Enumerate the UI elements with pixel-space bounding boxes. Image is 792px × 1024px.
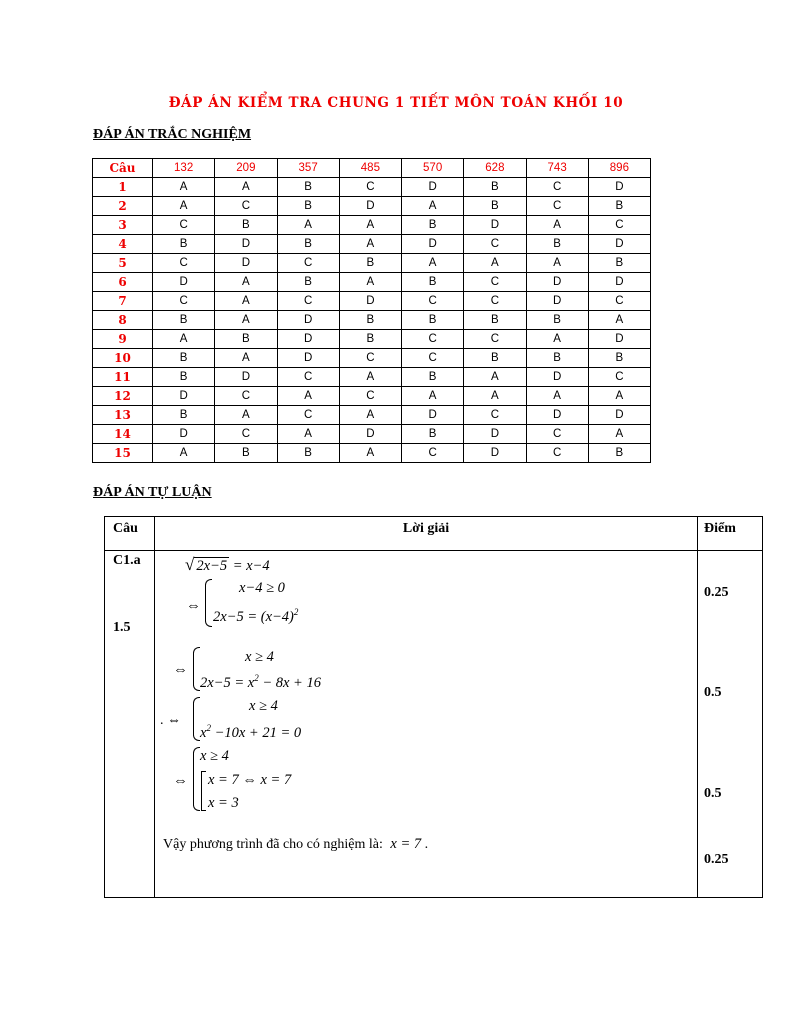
answer-cell: A <box>339 406 401 425</box>
equation-line: x ≥ 4 <box>245 649 274 665</box>
answer-cell: C <box>526 178 588 197</box>
mc-row <box>93 178 651 197</box>
question-number: 8 <box>93 311 153 330</box>
answer-cell: D <box>464 216 526 235</box>
solution-steps <box>155 551 697 897</box>
exam-code-header: 743 <box>526 159 588 178</box>
answer-cell: D <box>464 444 526 463</box>
answer-cell: A <box>526 387 588 406</box>
answer-cell: B <box>215 330 277 349</box>
answer-cell: B <box>339 330 401 349</box>
answer-cell: B <box>215 444 277 463</box>
answer-cell: A <box>526 216 588 235</box>
answer-cell: D <box>215 368 277 387</box>
solution-cell <box>155 551 698 898</box>
conclusion-line: Vậy phương trình đã cho có nghiệm là: x = 7 . <box>163 836 429 852</box>
answer-cell: A <box>588 425 650 444</box>
answer-cell: C <box>464 273 526 292</box>
answer-cell: A <box>153 197 215 216</box>
answer-cell: D <box>402 178 464 197</box>
answer-cell: C <box>464 406 526 425</box>
answer-cell: A <box>215 311 277 330</box>
answer-cell: B <box>153 235 215 254</box>
essay-section-title: ĐÁP ÁN TỰ LUẬN <box>93 485 212 500</box>
mc-row <box>93 444 651 463</box>
score-value: 0.5 <box>704 685 722 700</box>
mc-row <box>93 292 651 311</box>
answer-cell: B <box>588 349 650 368</box>
answer-cell: B <box>588 197 650 216</box>
mc-row <box>93 311 651 330</box>
answer-cell: A <box>339 216 401 235</box>
answer-cell: D <box>215 235 277 254</box>
answer-cell: B <box>588 254 650 273</box>
answer-cell: D <box>339 197 401 216</box>
answer-cell: B <box>215 216 277 235</box>
equation-line: x ≥ 4 <box>200 748 229 764</box>
answer-cell: C <box>588 216 650 235</box>
answer-cell: A <box>464 254 526 273</box>
answer-cell: B <box>153 311 215 330</box>
answer-cell: A <box>588 387 650 406</box>
answer-cell: C <box>153 216 215 235</box>
mc-section-title: ĐÁP ÁN TRẮC NGHIỆM <box>93 127 252 142</box>
answer-cell: A <box>215 349 277 368</box>
answer-cell: A <box>464 387 526 406</box>
question-number: 3 <box>93 216 153 235</box>
question-number: 4 <box>93 235 153 254</box>
answer-cell: D <box>588 273 650 292</box>
answer-cell: B <box>464 311 526 330</box>
answer-cell: C <box>277 406 339 425</box>
mc-row <box>93 406 651 425</box>
question-header: Câu <box>93 159 153 178</box>
answer-cell: D <box>588 330 650 349</box>
answer-cell: B <box>277 235 339 254</box>
answer-cell: B <box>402 216 464 235</box>
question-number: 12 <box>93 387 153 406</box>
question-number: 13 <box>93 406 153 425</box>
answer-cell: C <box>277 292 339 311</box>
answer-cell: D <box>588 235 650 254</box>
conclusion-math: x = 7 <box>390 836 422 852</box>
answer-cell: C <box>526 197 588 216</box>
answer-cell: C <box>402 330 464 349</box>
question-number: 11 <box>93 368 153 387</box>
answer-cell: A <box>215 273 277 292</box>
answer-cell: A <box>464 368 526 387</box>
answer-cell: A <box>526 254 588 273</box>
conclusion-text: Vậy phương trình đã cho có nghiệm là: <box>163 837 383 852</box>
answer-cell: D <box>153 425 215 444</box>
answer-cell: C <box>402 349 464 368</box>
exam-code-header: 357 <box>277 159 339 178</box>
mc-row <box>93 216 651 235</box>
answer-cell: C <box>215 387 277 406</box>
question-number: 6 <box>93 273 153 292</box>
mc-row <box>93 330 651 349</box>
answer-cell: D <box>526 368 588 387</box>
answer-cell: B <box>153 406 215 425</box>
mc-row <box>93 235 651 254</box>
answer-cell: C <box>215 197 277 216</box>
answer-cell: A <box>339 273 401 292</box>
page-title: ĐÁP ÁN KIỂM TRA CHUNG 1 TIẾT MÔN TOÁN KHỐI 10 <box>168 95 624 111</box>
equation-line: $2x-5 = (x-4)^2$ <box>213 607 299 625</box>
answer-cell: A <box>215 178 277 197</box>
or-bracket <box>201 771 206 811</box>
answer-cell: B <box>339 254 401 273</box>
question-number: 9 <box>93 330 153 349</box>
equation-line: x−4 ≥ 0 <box>239 580 285 596</box>
answer-cell: B <box>277 444 339 463</box>
answer-cell: A <box>277 387 339 406</box>
mc-row <box>93 349 651 368</box>
exam-code-header: 209 <box>215 159 277 178</box>
answer-cell: C <box>402 444 464 463</box>
exam-code-header: 570 <box>402 159 464 178</box>
answer-cell: B <box>464 349 526 368</box>
answer-cell: D <box>277 349 339 368</box>
answer-cell: D <box>153 387 215 406</box>
mc-row <box>93 425 651 444</box>
answer-cell: C <box>588 368 650 387</box>
equivalence-symbol: . ⇔ <box>160 713 181 728</box>
answer-cell: A <box>215 406 277 425</box>
answer-cell: D <box>277 311 339 330</box>
answer-cell: B <box>402 311 464 330</box>
question-number: 15 <box>93 444 153 463</box>
answer-cell: A <box>215 292 277 311</box>
mc-row <box>93 368 651 387</box>
answer-cell: A <box>339 368 401 387</box>
answer-cell: B <box>526 349 588 368</box>
mc-row <box>93 197 651 216</box>
answer-cell: B <box>277 197 339 216</box>
answer-cell: A <box>402 387 464 406</box>
answer-cell: C <box>339 178 401 197</box>
col-header-score: Điểm <box>698 517 763 551</box>
answer-cell: C <box>215 425 277 444</box>
col-header-solution: Lời giải <box>155 517 698 551</box>
answer-cell: B <box>464 197 526 216</box>
answer-cell: C <box>277 254 339 273</box>
answer-cell: C <box>464 330 526 349</box>
answer-cell: A <box>402 254 464 273</box>
answer-cell: B <box>464 178 526 197</box>
score-value: 0.25 <box>704 585 729 600</box>
equation-line: x ≥ 4 <box>249 698 278 714</box>
answer-cell: C <box>526 444 588 463</box>
equivalence-symbol: ⇔ <box>173 662 188 678</box>
question-label: C1.a <box>113 553 141 568</box>
mc-row <box>93 273 651 292</box>
col-header-question: Câu <box>105 517 155 551</box>
equation-line: √ 2x−5 = x−4 <box>185 555 270 574</box>
answer-cell: A <box>402 197 464 216</box>
exam-code-header: 485 <box>339 159 401 178</box>
answer-cell: A <box>153 444 215 463</box>
question-points: 1.5 <box>113 620 131 635</box>
answer-cell: A <box>339 235 401 254</box>
answer-cell: B <box>339 311 401 330</box>
answer-cell: D <box>526 406 588 425</box>
answer-cell: B <box>277 273 339 292</box>
answer-cell: B <box>588 444 650 463</box>
answer-cell: D <box>215 254 277 273</box>
answer-cell: D <box>526 292 588 311</box>
question-number: 7 <box>93 292 153 311</box>
question-number: 5 <box>93 254 153 273</box>
answer-cell: C <box>277 368 339 387</box>
answer-cell: D <box>588 406 650 425</box>
answer-cell: A <box>153 178 215 197</box>
question-number: 1 <box>93 178 153 197</box>
answer-cell: D <box>339 292 401 311</box>
equation-line: $2x-5 = x^2 - 8x + 16$ <box>200 673 321 691</box>
answer-cell: A <box>588 311 650 330</box>
mc-row <box>93 254 651 273</box>
answer-cell: C <box>526 425 588 444</box>
answer-cell: B <box>153 349 215 368</box>
essay-answer-table <box>104 516 763 898</box>
answer-cell: D <box>402 235 464 254</box>
answer-cell: A <box>277 425 339 444</box>
mc-answer-table <box>92 158 651 463</box>
answer-cell: A <box>339 444 401 463</box>
answer-cell: C <box>153 254 215 273</box>
question-number: 14 <box>93 425 153 444</box>
answer-cell: A <box>153 330 215 349</box>
question-number: 2 <box>93 197 153 216</box>
answer-cell: C <box>464 235 526 254</box>
answer-cell: B <box>277 178 339 197</box>
exam-code-header: 132 <box>153 159 215 178</box>
exam-code-header: 896 <box>588 159 650 178</box>
question-number: 10 <box>93 349 153 368</box>
answer-cell: D <box>526 273 588 292</box>
answer-cell: D <box>464 425 526 444</box>
equation-line: $x^2 -10x + 21 = 0$ <box>200 723 302 741</box>
answer-cell: B <box>153 368 215 387</box>
equation-line: x = 3 <box>208 795 239 811</box>
system-brace <box>193 747 200 811</box>
answer-cell: B <box>526 235 588 254</box>
exam-code-header: 628 <box>464 159 526 178</box>
answer-cell: D <box>277 330 339 349</box>
system-brace <box>205 579 212 627</box>
answer-cell: B <box>526 311 588 330</box>
equivalence-symbol: ⇔ <box>173 773 188 789</box>
equation-line: x = 7 ⇔ x = 7 <box>208 772 292 788</box>
answer-cell: D <box>588 178 650 197</box>
answer-cell: C <box>588 292 650 311</box>
system-brace <box>193 647 200 691</box>
answer-cell: B <box>402 425 464 444</box>
system-brace <box>193 697 200 741</box>
answer-cell: B <box>402 273 464 292</box>
score-value: 0.5 <box>704 786 722 801</box>
answer-cell: D <box>153 273 215 292</box>
question-cell <box>105 551 155 898</box>
answer-cell: C <box>402 292 464 311</box>
answer-cell: B <box>402 368 464 387</box>
answer-cell: C <box>153 292 215 311</box>
mc-header-row <box>93 159 651 178</box>
answer-cell: C <box>464 292 526 311</box>
answer-cell: A <box>277 216 339 235</box>
mc-row <box>93 387 651 406</box>
answer-cell: C <box>339 349 401 368</box>
answer-cell: A <box>526 330 588 349</box>
score-value: 0.25 <box>704 852 729 867</box>
answer-cell: C <box>339 387 401 406</box>
score-cell <box>698 551 763 898</box>
answer-cell: D <box>339 425 401 444</box>
equivalence-symbol: ⇔ <box>186 598 201 614</box>
answer-cell: D <box>402 406 464 425</box>
